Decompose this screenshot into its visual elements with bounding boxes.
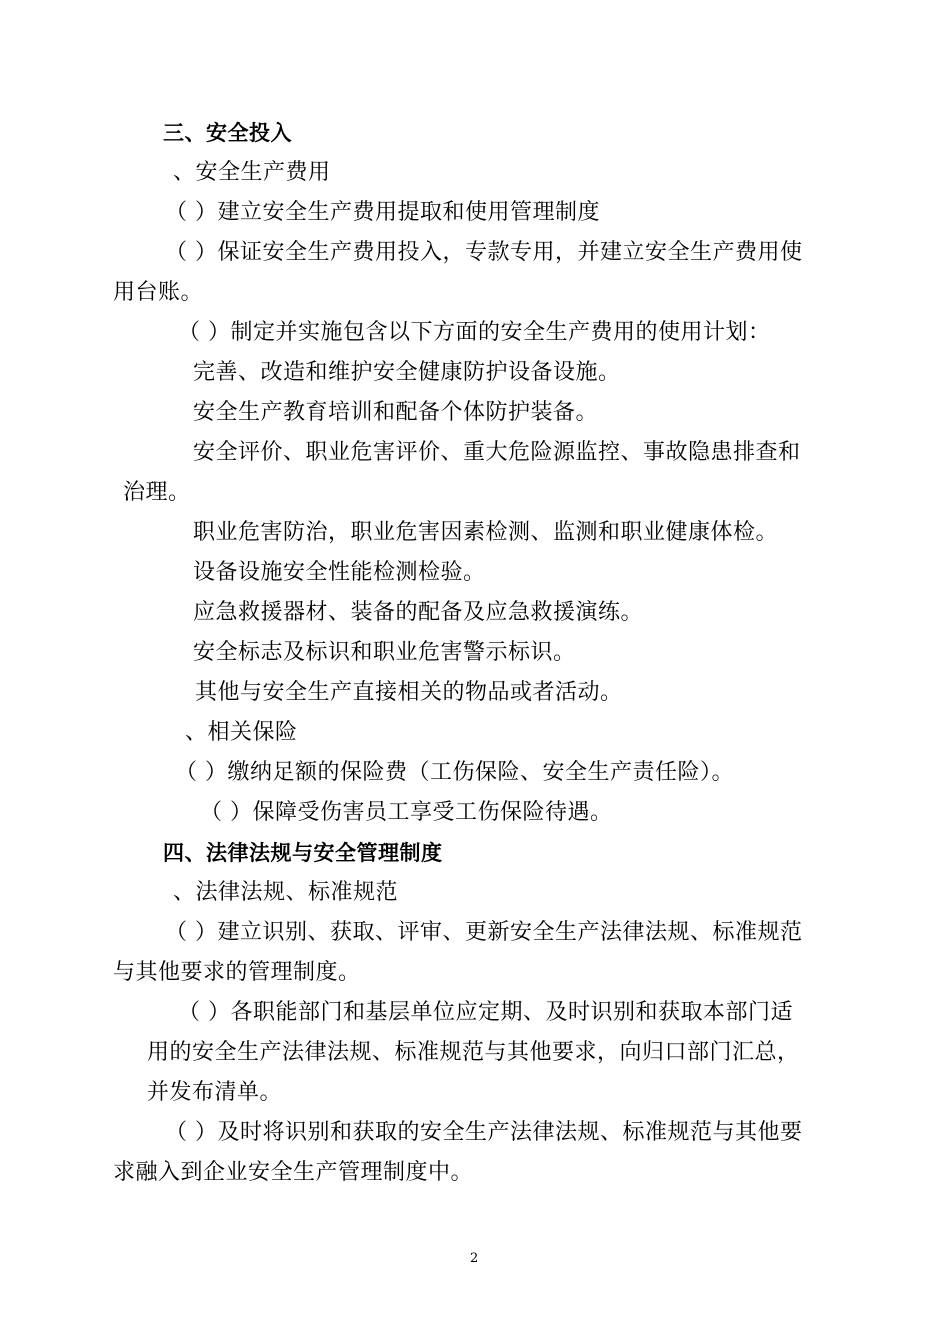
paragraph-line: （ ）建立安全生产费用提取和使用管理制度 [165,200,600,225]
list-item: 应急救援器材、装备的配备及应急救援演练。 [193,600,644,625]
list-item: 设备设施安全性能检测检验。 [193,560,486,585]
list-item: 安全评价、职业危害评价、重大危险源监控、事故隐患排查和 [193,440,801,465]
paragraph-line: （ ）制定并实施包含以下方面的安全生产费用的使用计划： [178,320,771,345]
paragraph-line: 用的安全生产法律法规、标准规范与其他要求，向归口部门汇总， [147,1040,800,1065]
paragraph-line: 求融入到企业安全生产管理制度中。 [113,1160,474,1185]
paragraph-line: （ ）各职能部门和基层单位应定期、及时识别和获取本部门适 [178,1000,793,1025]
list-item: 安全标志及标识和职业危害警示标识。 [193,640,576,665]
subsection-heading-insurance: 、相关保险 [185,720,298,745]
paragraph-line: （ ）缴纳足额的保险费（工伤保险、安全生产责任险）。 [175,760,734,785]
list-item: 安全生产教育培训和配备个体防护装备。 [193,400,599,425]
paragraph-line: 与其他要求的管理制度。 [113,960,361,985]
list-item: 职业危害防治，职业危害因素检测、监测和职业健康体检。 [193,520,779,545]
paragraph-line: 用台账。 [113,280,204,305]
paragraph-line: （ ）保证安全生产费用投入，专款专用，并建立安全生产费用使 [165,240,803,265]
paragraph-line: （ ）保障受伤害员工享受工伤保险待遇。 [200,800,613,825]
paragraph-line: （ ）及时将识别和获取的安全生产法律法规、标准规范与其他要 [165,1120,803,1145]
list-item: 完善、改造和维护安全健康防护设备设施。 [193,360,621,385]
section-heading-safety-investment: 三、安全投入 [163,121,292,145]
list-item: 其他与安全生产直接相关的物品或者活动。 [195,680,623,705]
paragraph-line: （ ）建立识别、获取、评审、更新安全生产法律法规、标准规范 [165,920,803,945]
paragraph-line: 并发布清单。 [147,1080,283,1105]
list-item: 治理。 [123,480,191,505]
subsection-heading-laws-standards: 、法律法规、标准规范 [173,880,399,905]
page-number: 2 [470,1251,479,1266]
subsection-heading-safety-cost: 、安全生产费用 [173,160,331,185]
section-heading-laws-regulations: 四、法律法规与安全管理制度 [163,841,443,865]
